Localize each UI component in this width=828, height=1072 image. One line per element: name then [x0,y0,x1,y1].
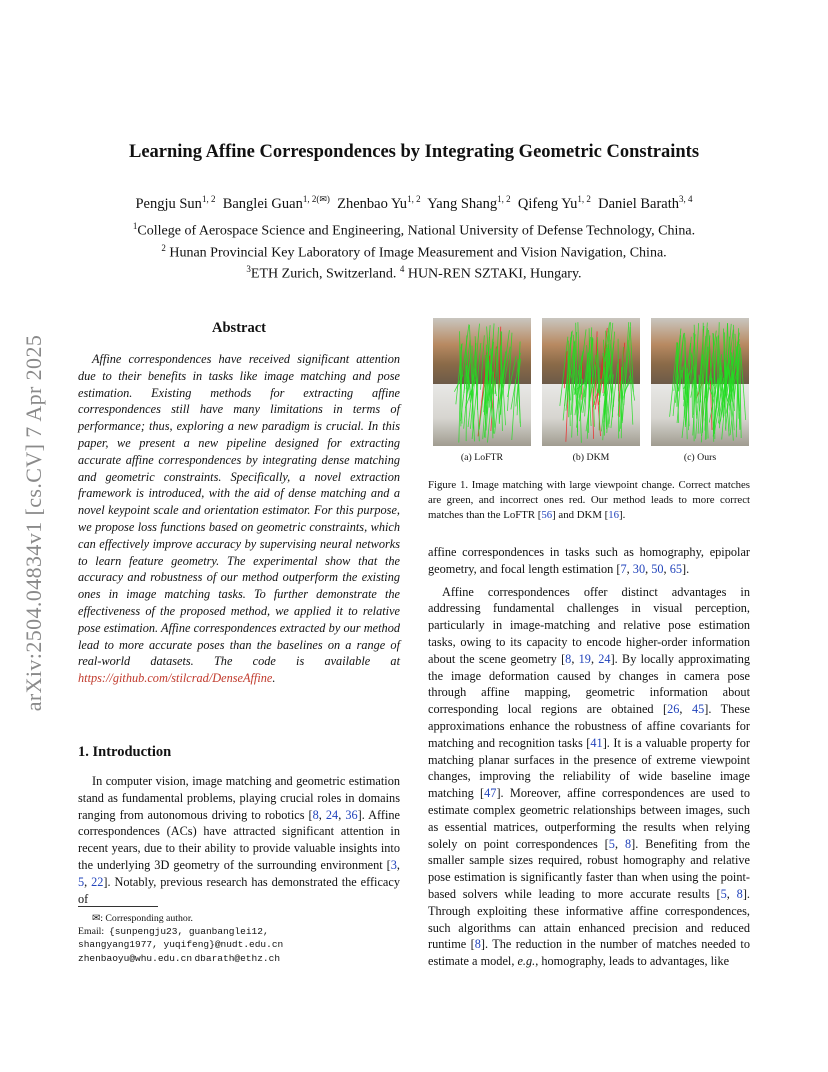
citation-link[interactable]: 5 [78,874,85,889]
citation-link[interactable]: 8 [474,937,481,952]
citation-link[interactable]: 8 [565,651,572,666]
match-line [507,333,511,411]
subcaption-b: (b) DKM [572,452,610,463]
figure-panel-dkm [542,318,640,446]
match-line [689,378,690,430]
abstract-body: Affine correspondences have received significant attention due to their benefits in tasks like image matching and pose estimation. Existing methods for extracting affine correspondences still have many limitations in terms of performance; thus, exploring a new paradigm is crucial. In this paper, we present a new pipeline designed for extracting accurate affine correspondences by integrating dense matching and geometric constraints. Specifically, a novel extraction framework is introduced, with the aid of dense matching and a novel keypoint scale and orientation estimator. For this purpose, we propose loss functions based on geometric constraints, which can effectively improve accuracy by supervising neural networks to learn feature geometry. The experimental show that the accuracy and robustness of our method outperform the existing ones in image matching tasks. To further demonstrate the effectiveness of the proposed method, we applied it to relative pose estimation. Affine correspondences extracted by our method lead to more accurate poses than the baselines on a range of real-world datasets. The code is available at https://github.com/stilcrad/DenseAffine. [78,352,400,686]
citation-link[interactable]: 19 [578,651,591,666]
author-affiliation-mark: 1, 2 [497,194,511,204]
arxiv-id: arXiv:2504.04834v1 [cs.CV] 7 Apr 2025 [21,334,46,712]
author-affiliation-mark: 1, 2 [407,194,421,204]
author-affiliation-mark: 1, 2 [201,194,216,204]
match-line [622,322,630,423]
introduction-paragraph: In computer vision, image matching and geometric estimation stand as fundamental problems, playing crucial roles in domains ranging from autonomous driving to robotics [8, 24, 36]. Affine correspondences (ACs) have attracted significant attention in recent years, due to their ability to provide valuable insights into the underlying 3D geometry of the surrounding environment [3, 5, 22]. Notably, previous research has demonstrated the efficacy of [78,774,401,906]
right-column-text [428,544,750,970]
citation-link[interactable]: 50 [651,561,664,576]
figure-caption: Figure 1. Image matching with large viewpoint change. Correct matches are green, and incorrect ones red. Our method leads to more correct matches than the LoFTR [56] and DKM [16]. [428,479,750,522]
affiliation-line-2: $^2$ Hunan Provincial Key Laboratory of Image Measurement and Vision Navigation, China. [161,243,667,261]
match-lines-ours [651,318,749,446]
code-link[interactable]: https://github.com/stilcrad/DenseAffine [78,671,273,686]
citation-link[interactable]: 22 [91,874,104,889]
match-lines-loftr [433,318,531,446]
match-line [560,337,568,406]
citation-link[interactable]: 5 [608,836,615,851]
author-affiliation-mark: 3, 4 [679,194,693,204]
figure-panel-loftr [433,318,531,446]
affiliation-line-1: $^1$College of Aerospace Science and Engineering, National University of Defense Technology, China. [132,221,696,239]
citation-link[interactable]: 5 [720,886,727,901]
paper-title: Learning Affine Correspondences by Integrating Geometric Constraints [128,142,700,162]
affiliation-line-3: $^3$ETH Zurich, Switzerland. $^4$ HUN-REN SZTAKI, Hungary. [246,264,582,282]
subcaption-a: (a) LoFTR [460,452,504,463]
citation-link[interactable]: 36 [345,807,358,822]
author-affiliation-mark: 1, 2(✉) [302,194,330,204]
paragraph-affine-advantages: Affine correspondences offer distinct advantages in addressing fundamental challenges in visual perception, particularly in image-matching and relative pose estimation tasks, owing to its capacity to encode higher-order information about the scene geometry [8, 19, 24]. By locally approximating the image deformation caused by changes in camera pose through affine mapping, geometric information about corresponding local regions are obtained [26, 45]. These approximations enhance the robustness of affine covariants for matching and recognition tasks [41]. It is a valuable property for matching planar surfaces in the presence of extreme viewpoint changes, improving the reliability of wide baseline image matching [47]. Moreover, affine correspondences are used to estimate complex geometric relationships between images, such as essential matrices, outperforming the results when relying solely on point correspondences [5, 8]. Benefiting from the smaller sample sizes required, robust homography and relative pose estimation is significantly faster than when using the point-based solvers while leading to more accurate results [5, 8]. Through exploiting these informative affine correspondences, such algorithms can attain enhanced precision and reduced runtime [8]. The reduction in the number of matches needed to estimate a model, e.g., homography, leads to advantages, like [428,584,751,969]
citation-link[interactable]: 3 [390,857,397,872]
citation-link[interactable]: 65 [669,561,682,576]
citation-link[interactable]: 30 [632,561,646,576]
author-name: Yang Shang [427,195,498,212]
citation-link[interactable]: 8 [736,886,743,901]
citation-link[interactable]: 7 [620,561,627,576]
email-list: {sunpengju23, guanbanglei12, [109,926,269,938]
author-list [0,194,828,213]
footnote: ✉: Corresponding author. Email: {sunpengju23, guanbanglei12, shangyang1977, yuqifeng}@nudt.edu.cn zhenbaoyu@whu.edu.cn dbarath@ethz.ch [78,912,400,965]
citation-link[interactable]: 24 [598,651,611,666]
continued-paragraph: affine correspondences in tasks such as homography, epipolar geometry, and focal length estimation [7, 30, 50, 65]. [428,545,750,576]
corresponding-author-note: ✉: Corresponding author. [92,913,193,924]
section-heading-introduction: 1. Introduction [78,744,172,760]
citation-link[interactable]: 8 [624,836,632,851]
match-line [740,348,745,420]
author-affiliation-mark: 1, 2 [577,194,591,204]
footnote-rule [78,906,158,907]
author-name: Zhenbao Yu [337,195,408,212]
citation-link[interactable]: 47 [484,786,497,801]
match-line [592,338,593,388]
author-name: Daniel Barath [598,195,680,212]
match-line [618,339,619,439]
author-name: Banglei Guan [222,195,303,212]
citation-link[interactable]: 8 [312,807,319,822]
citation-link[interactable]: 56 [541,509,553,522]
citation-link[interactable]: 41 [590,735,603,750]
match-line [466,365,467,441]
citation-link[interactable]: 45 [691,702,705,717]
figure-panel-ours [651,318,749,446]
citation-link[interactable]: 16 [608,509,620,522]
author-name: Pengju Sun [135,195,202,212]
citation-link[interactable]: 24 [325,807,339,822]
match-lines-dkm [542,318,640,446]
abstract-heading: Abstract [212,320,266,336]
arxiv-stamp [14,300,54,760]
match-line [512,379,516,440]
citation-link[interactable]: 26 [667,702,680,717]
subcaption-c: (c) Ours [683,452,717,463]
author-name: Qifeng Yu [517,195,578,212]
